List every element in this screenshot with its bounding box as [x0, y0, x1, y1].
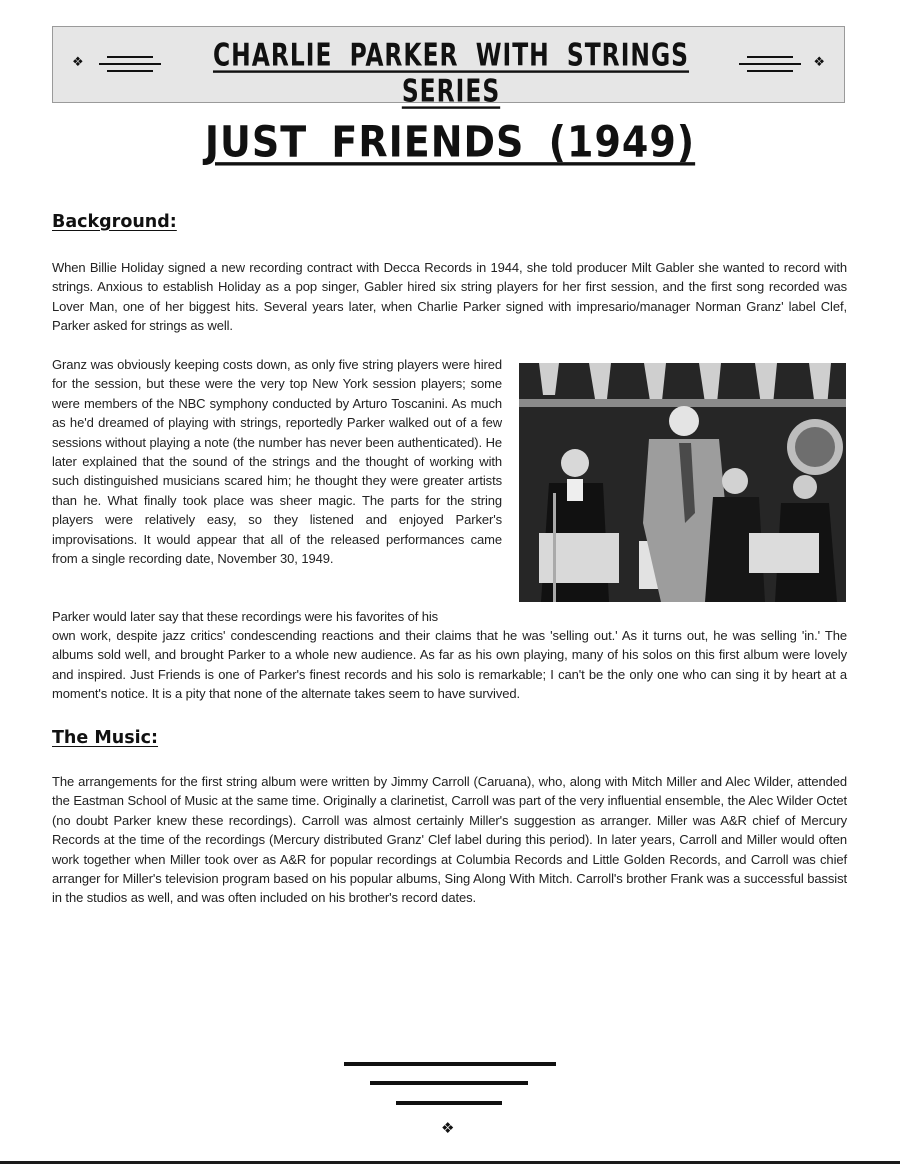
banner-lines-left — [99, 56, 161, 76]
series-title: CHARLIE PARKER WITH STRINGS SERIES — [212, 38, 690, 110]
series-banner — [52, 26, 845, 110]
diamond-ornament-icon: ❖ — [72, 55, 84, 70]
footer-diamond-icon: ❖ — [441, 1119, 455, 1137]
music-heading: The Music: — [52, 728, 159, 748]
background-paragraph-2: Granz was obviously keeping costs down, as only five string players were hired for the session, but these were the very top New York session players; some were members of the NBC symphony conducted by Arturo Toscanini. As much as he'd dreamed of playing with strings, reportedly Parker walked out of a few sessions without playing a note (the number has never been authenticated). He later explained that the sound of the strings and the thought of working with such distinguished musicians scared him; he thought they were greater artists than he. What finally took place was sheer magic. The parts for the string players were relatively easy, so they listened and enjoyed Parker's improvisations. It would appear that all of the released performances came from a single recording date, November 30, 1949. — [52, 357, 502, 567]
session-photo — [519, 363, 846, 602]
music-paragraph-1: The arrangements for the first string album were written by Jimmy Carroll (Caruana), who, along with Mitch Miller and Alec Wilder, attended the Eastman School of Music at the same time. Originally a clarinetist, Carroll was part of the very influential ensemble, the Alec Wilder Octet (no doubt Parker knew these recordings). Carroll was almost certainly Miller's suggestion as arranger. Miller was A&R chief of Mercury Records at the time of the recordings (Mercury distributed Granz' Clef label during this period). In later years, Carroll and Miller would often work together when Miller took over as A&R for popular recordings at Columbia Records and Little Golden Records, and Carroll was chief arranger for Miller's television program based on his popular albums, Sing Along With Mitch. Carroll's brother Frank was a successful bassist in the studios as well, and was often included on his brother's record dates. — [52, 774, 847, 906]
diamond-ornament-icon: ❖ — [813, 55, 825, 70]
banner-lines-right — [739, 56, 801, 76]
page-title: JUST FRIENDS (1949) — [204, 117, 696, 167]
background-paragraph-3: own work, despite jazz critics' condescending reactions and their claims that he was 'selling out.' As it turns out, he was selling 'in.' The albums sold well, and brought Parker to a whole new audience. As far as his own playing, many of his solos on this first album were lovely and inspired. Just Friends is one of Parker's finest records and his solo is remarkable; I can't be the only one who can sing it by heart at a moment's notice. It is a pity that none of the alternate takes seem to have survived. — [52, 628, 847, 702]
background-paragraph-1: When Billie Holiday signed a new recording contract with Decca Records in 1944, she told producer Milt Gabler she wanted to record with strings. Anxious to establish Holiday as a pop singer, Gabler hired six string players for her first session, and the first song recorded was Lover Man, one of her biggest hits. Several years later, when Charlie Parker signed with impresario/manager Norman Granz' label Clef, Parker asked for strings as well. — [52, 260, 847, 334]
background-heading: Background: — [52, 212, 177, 232]
background-paragraph-3-line-1: Parker would later say that these recordings were his favorites of his — [52, 609, 439, 624]
